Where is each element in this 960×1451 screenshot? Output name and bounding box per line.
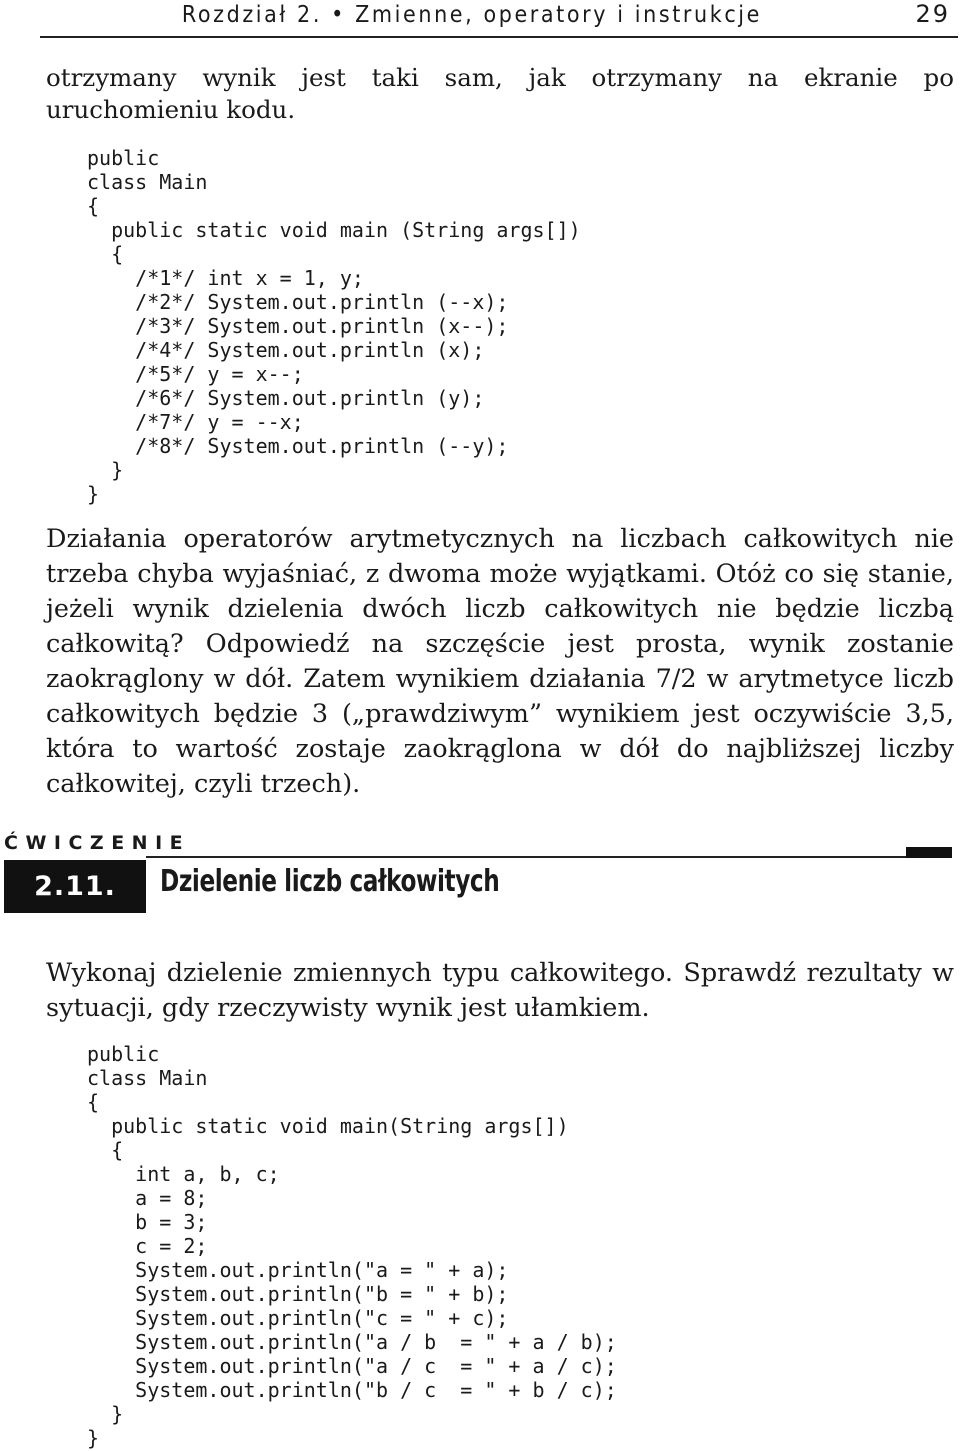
code-line: /*1*/ int x = 1, y;: [87, 266, 364, 290]
code-listing-1: [87, 146, 581, 506]
code-line: System.out.println("a / c = " + a / c);: [87, 1354, 617, 1378]
code-line: /*8*/ System.out.println (--y);: [87, 434, 509, 458]
code-listing-2: [87, 1042, 617, 1450]
code-line: System.out.println("b = " + b);: [87, 1282, 509, 1306]
code-line: /*2*/ System.out.println (--x);: [87, 290, 509, 314]
code-line: /*5*/ y = x--;: [87, 362, 304, 386]
code-line: public static void main (String args[]): [87, 218, 581, 242]
code-line: }: [87, 482, 100, 506]
body-paragraph: Działania operatorów arytmetycznych na liczbach całkowitych nie trzeba chyba wyjaśniać, z dwoma może wyjątkami. Otóż co się stanie, jeżeli wynik dzielenia dwóch liczb całkowitych nie będzie liczbą całkowitą? Odpowiedź na szczęście jest prosta, wynik zostanie zaokrąglony w dół. Zatem wynikiem działania 7/2 w arytmetyce liczb całkowitych będzie 3 („prawdziwym” wynikiem jest oczywiście 3,5, która to wartość zostaje zaokrąglona w dół do najbliższej liczby całkowitej, czyli trzech).: [46, 524, 954, 799]
page-header: [40, 0, 958, 38]
code-line: /*6*/ System.out.println (y);: [87, 386, 485, 410]
code-line: /*4*/ System.out.println (x);: [87, 338, 485, 362]
code-line: /*3*/ System.out.println (x--);: [87, 314, 509, 338]
code-line: System.out.println("b / c = " + b / c);: [87, 1378, 617, 1402]
code-line: c = 2;: [87, 1234, 208, 1258]
code-line: System.out.println("a / b = " + a / b);: [87, 1330, 617, 1354]
code-line: public: [87, 1042, 160, 1066]
code-line: }: [87, 1426, 100, 1450]
exercise-divider-block: [906, 847, 952, 858]
page-number: 29: [915, 0, 950, 28]
code-line: System.out.println("c = " + c);: [87, 1306, 509, 1330]
code-line: {: [87, 242, 124, 266]
code-line: System.out.println("a = " + a);: [87, 1258, 509, 1282]
code-line: /*7*/ y = --x;: [87, 410, 304, 434]
code-line: public static void main(String args[]): [87, 1114, 569, 1138]
code-line: class Main: [87, 1066, 208, 1090]
exercise-divider: [146, 856, 906, 858]
code-line: {: [87, 194, 100, 218]
code-line: }: [87, 458, 124, 482]
exercise-label: ĆWICZENIE: [4, 832, 191, 854]
code-line: public: [87, 146, 160, 170]
code-line: class Main: [87, 170, 208, 194]
intro-paragraph: otrzymany wynik jest taki sam, jak otrzymany na ekranie po uruchomieniu kodu.: [46, 63, 954, 124]
code-line: {: [87, 1090, 100, 1114]
running-head-title: Rozdział 2. • Zmienne, operatory i instrukcje: [181, 2, 762, 28]
exercise-title: Dzielenie liczb całkowitych: [160, 864, 500, 899]
code-line: b = 3;: [87, 1210, 208, 1234]
code-line: {: [87, 1138, 124, 1162]
exercise-number-badge: 2.11.: [4, 860, 146, 913]
code-line: a = 8;: [87, 1186, 208, 1210]
exercise-task: Wykonaj dzielenie zmiennych typu całkowitego. Sprawdź rezultaty w sytuacji, gdy rzeczywisty wynik jest ułamkiem.: [46, 958, 954, 1023]
code-line: }: [87, 1402, 124, 1426]
code-line: int a, b, c;: [87, 1162, 280, 1186]
